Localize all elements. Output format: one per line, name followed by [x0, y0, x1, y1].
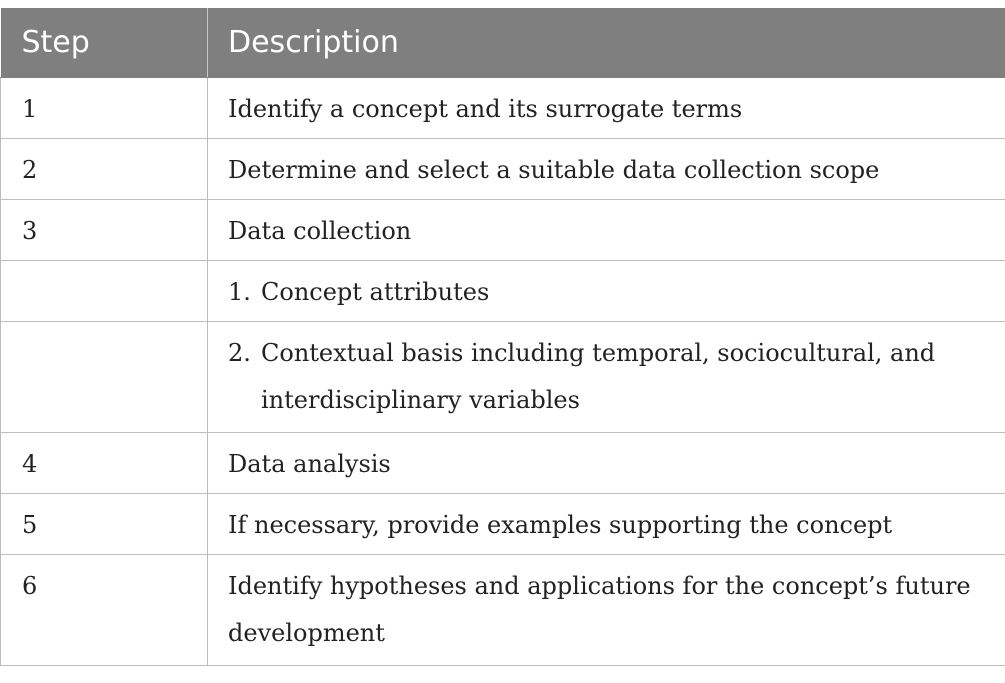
description-cell: Data collection [208, 200, 1005, 261]
step-cell: 3 [1, 200, 208, 261]
table-row [1, 200, 1005, 261]
step-cell [1, 261, 208, 322]
description-cell: Data analysis [208, 433, 1005, 494]
column-header-step: Step [1, 8, 208, 78]
description-cell: Identify a concept and its surrogate terms [208, 78, 1005, 139]
sub-item-text: Contextual basis including temporal, sociocultural, and interdisciplinary variables [261, 339, 936, 414]
step-cell [1, 322, 208, 433]
step-cell: 2 [1, 139, 208, 200]
description-cell: Identify hypotheses and applications for the concept’s future development [208, 555, 1005, 666]
step-cell: 5 [1, 494, 208, 555]
table-row [1, 78, 1005, 139]
sub-item-number: 1. [228, 278, 251, 306]
step-cell: 6 [1, 555, 208, 666]
table-row [1, 261, 1005, 322]
description-cell [208, 322, 1005, 433]
table-row [1, 322, 1005, 433]
description-cell: If necessary, provide examples supporting the concept [208, 494, 1005, 555]
column-header-description: Description [208, 8, 1005, 78]
sub-list-item [228, 273, 985, 311]
table-row [1, 494, 1005, 555]
table-header-row [1, 8, 1005, 78]
description-cell: Determine and select a suitable data collection scope [208, 139, 1005, 200]
sub-item-text: Concept attributes [261, 278, 490, 306]
sub-item-number: 2. [228, 339, 251, 367]
description-cell [208, 261, 1005, 322]
step-cell: 4 [1, 433, 208, 494]
sub-list-item [228, 330, 985, 424]
steps-table [0, 8, 1005, 666]
table-row [1, 433, 1005, 494]
step-cell: 1 [1, 78, 208, 139]
table-row [1, 139, 1005, 200]
table-row [1, 555, 1005, 666]
